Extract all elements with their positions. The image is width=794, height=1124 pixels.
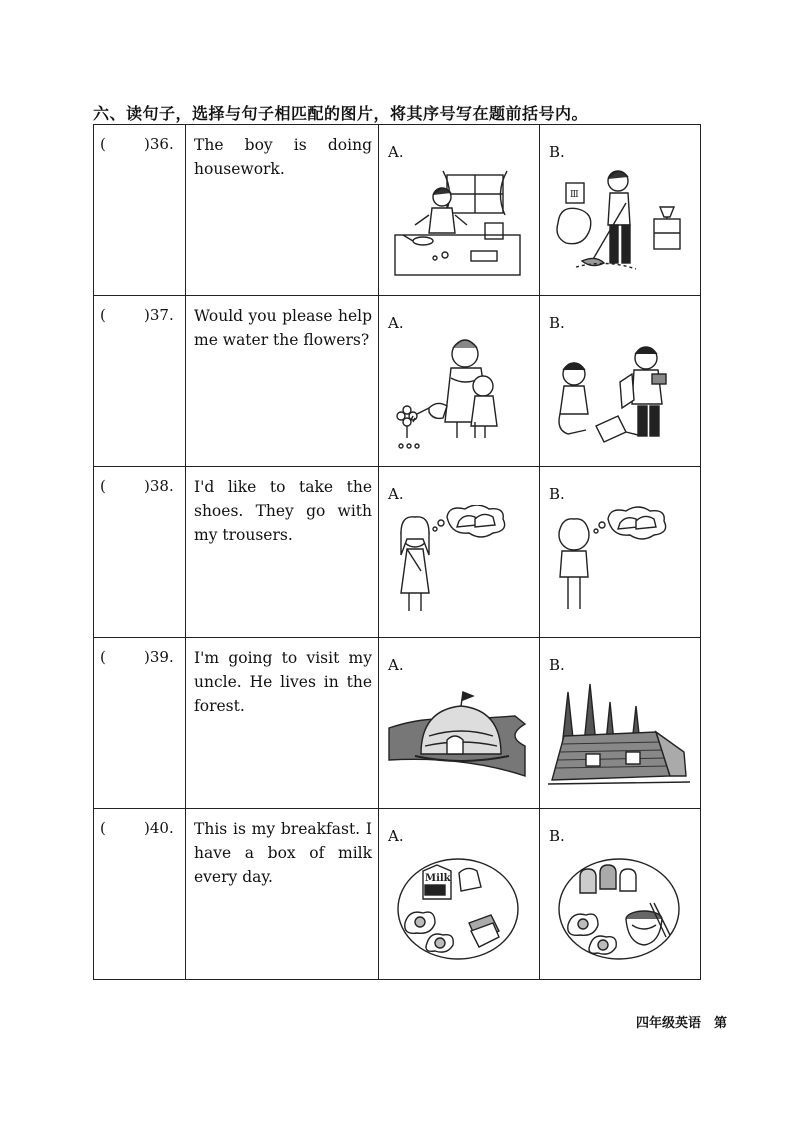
svg-text:Ⅲ: Ⅲ bbox=[570, 190, 579, 200]
option-b-label: B. bbox=[549, 314, 565, 332]
question-row-40 bbox=[94, 809, 701, 980]
question-row-36 bbox=[94, 125, 701, 296]
question-sentence: I'd like to take the shoes. They go with my trousers. bbox=[194, 478, 372, 544]
answer-bracket[interactable]: ( )39. bbox=[100, 648, 174, 666]
answer-bracket[interactable]: ( )38. bbox=[100, 477, 174, 495]
option-b-label: B. bbox=[549, 656, 565, 674]
option-a-label: A. bbox=[388, 485, 404, 503]
option-b-label: B. bbox=[549, 143, 565, 161]
question-sentence: Would you please help me water the flowers? bbox=[194, 307, 372, 349]
noodles-breakfast-picture bbox=[546, 847, 692, 969]
milk-breakfast-picture bbox=[385, 847, 531, 969]
girl-thinking-shoes-picture bbox=[385, 505, 531, 627]
question-row-38 bbox=[94, 467, 701, 638]
boy-thinking-shoes-picture bbox=[546, 505, 692, 627]
option-a-label: A. bbox=[388, 143, 404, 161]
answer-bracket[interactable]: ( )36. bbox=[100, 135, 174, 153]
question-row-37 bbox=[94, 296, 701, 467]
question-row-39 bbox=[94, 638, 701, 809]
option-a-label: A. bbox=[388, 656, 404, 674]
boy-mopping-picture bbox=[546, 163, 692, 285]
question-table bbox=[93, 124, 701, 980]
log-cabin-picture bbox=[546, 676, 692, 798]
question-number: )40. bbox=[144, 819, 174, 837]
yurt-picture bbox=[385, 676, 531, 798]
option-a-label: A. bbox=[388, 827, 404, 845]
milk-carton-label: Milk bbox=[425, 873, 451, 884]
option-a-label: A. bbox=[388, 314, 404, 332]
question-number: )38. bbox=[144, 477, 174, 495]
watering-flowers-picture bbox=[385, 334, 531, 456]
question-number: )39. bbox=[144, 648, 174, 666]
children-painting-picture bbox=[546, 334, 692, 456]
question-sentence: The boy is doing housework. bbox=[194, 136, 372, 178]
answer-bracket[interactable]: ( )40. bbox=[100, 819, 174, 837]
boy-cooking-picture bbox=[385, 163, 531, 285]
question-number: )36. bbox=[144, 135, 174, 153]
question-number: )37. bbox=[144, 306, 174, 324]
section-title: 六、读句子，选择与句子相匹配的图片，将其序号写在题前括号内。 bbox=[93, 104, 589, 123]
page-footer: 四年级英语 第 bbox=[636, 1016, 728, 1031]
answer-bracket[interactable]: ( )37. bbox=[100, 306, 174, 324]
option-b-label: B. bbox=[549, 827, 565, 845]
question-sentence: I'm going to visit my uncle. He lives in the forest. bbox=[194, 649, 372, 715]
option-b-label: B. bbox=[549, 485, 565, 503]
question-sentence: This is my breakfast. I have a box of milk every day. bbox=[194, 820, 372, 886]
